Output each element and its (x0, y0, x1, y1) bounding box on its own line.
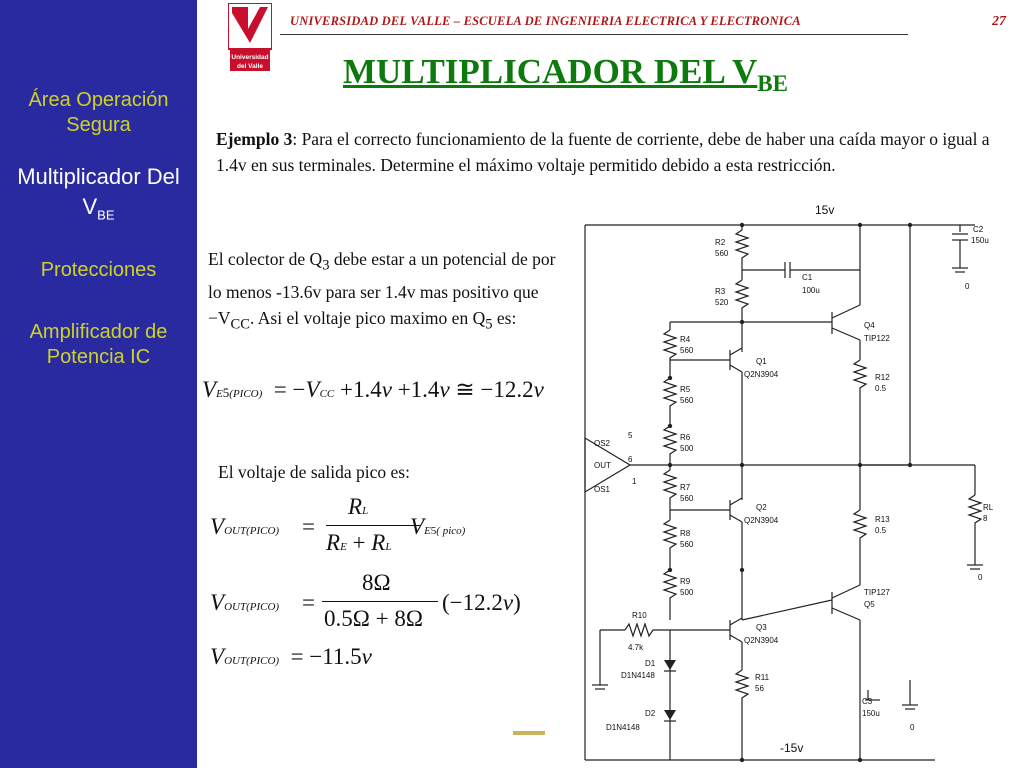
svg-text:OS2: OS2 (594, 439, 611, 448)
svg-text:R8: R8 (680, 529, 691, 538)
example-label: Ejemplo 3 (216, 129, 293, 149)
svg-text:R7: R7 (680, 483, 691, 492)
universidad-del-valle-logo (228, 3, 272, 71)
svg-text:500: 500 (680, 444, 694, 453)
svg-text:560: 560 (680, 396, 694, 405)
svg-text:Q2: Q2 (756, 503, 767, 512)
header-university: UNIVERSIDAD DEL VALLE – ESCUELA DE INGENIERIA ELECTRICA Y ELECTRONICA (290, 14, 801, 28)
svg-text:15v: 15v (815, 203, 835, 217)
svg-text:R10: R10 (632, 611, 647, 620)
svg-text:R6: R6 (680, 433, 691, 442)
svg-text:Q2N3904: Q2N3904 (744, 636, 779, 645)
svg-text:R11: R11 (755, 673, 770, 682)
svg-text:8: 8 (983, 514, 988, 523)
svg-text:Q3: Q3 (756, 623, 767, 632)
svg-text:Q5: Q5 (864, 600, 875, 609)
svg-text:0: 0 (965, 282, 970, 291)
svg-text:560: 560 (680, 346, 694, 355)
svg-text:520: 520 (715, 298, 729, 307)
page-number: 27 (992, 14, 1006, 29)
circuit-schematic (560, 196, 1024, 768)
collector-sub: 3 (322, 257, 330, 274)
header-divider (280, 34, 908, 35)
collector-paragraph (208, 246, 568, 337)
svg-text:R12: R12 (875, 373, 890, 382)
svg-text:Q4: Q4 (864, 321, 875, 330)
svg-text:560: 560 (680, 540, 694, 549)
nav-amplificador-potencia-ic[interactable] (0, 320, 197, 370)
nav-area-operacion-segura[interactable] (0, 88, 197, 138)
svg-text:Universidad: Universidad (231, 54, 269, 61)
svg-text:150u: 150u (862, 709, 880, 718)
svg-text:1: 1 (632, 477, 637, 486)
svg-text:R9: R9 (680, 577, 691, 586)
collector-text: es: (492, 307, 517, 328)
svg-text:del Valle: del Valle (236, 63, 264, 70)
svg-text:R13: R13 (875, 515, 890, 524)
svg-text:TIP127: TIP127 (864, 588, 890, 597)
svg-text:C3: C3 (862, 697, 873, 706)
svg-text:RL: RL (983, 503, 994, 512)
example-text: : Para el correcto funcionamiento de la fuente de corriente, debe de haber una caída mayor o igual a 1.4v en sus terminales. Determine el máximo voltaje permitido debido a esta restricción. (216, 129, 990, 175)
equation-ve5-pico: VE5(PICO) = −VCC +1.4v +1.4v ≅ −12.2v (202, 377, 544, 402)
svg-text:-15v: -15v (780, 741, 804, 755)
peak-output-text: El voltaje de salida pico es: (218, 462, 410, 482)
svg-text:Q2N3904: Q2N3904 (744, 370, 779, 379)
svg-text:R3: R3 (715, 287, 726, 296)
title-main: MULTIPLICADOR DEL V (343, 52, 758, 91)
equation-vout-result: VOUT(PICO) = −11.5v (210, 644, 372, 669)
svg-text:Q1: Q1 (756, 357, 767, 366)
nav-label: Multiplicador Del V (17, 164, 180, 219)
collector-text: . Asi el voltaje pico maximo en Q (249, 307, 486, 328)
svg-text:OUT: OUT (594, 461, 611, 470)
svg-text:TIP122: TIP122 (864, 334, 890, 343)
collector-text: debe estar a un potencial de por lo menos -13.6v para ser 1.4v mas positivo que −V (208, 249, 556, 328)
nav-label: Amplificador de Potencia IC (29, 321, 168, 368)
example-paragraph (216, 126, 996, 178)
nav-label: Protecciones (40, 259, 157, 281)
svg-text:0: 0 (978, 573, 983, 582)
nav-label-sub: BE (97, 207, 115, 223)
svg-text:100u: 100u (802, 286, 820, 295)
svg-text:R5: R5 (680, 385, 691, 394)
svg-text:C1: C1 (802, 273, 813, 282)
svg-text:0.5: 0.5 (875, 526, 887, 535)
svg-text:4.7k: 4.7k (628, 643, 644, 652)
nav-multiplicador-vbe[interactable] (0, 162, 197, 230)
svg-text:R2: R2 (715, 238, 726, 247)
equation-vout-numeric: VOUT(PICO) = 8Ω 0.5Ω + 8Ω (−12.2v) (210, 570, 521, 631)
svg-text:150u: 150u (971, 236, 989, 245)
svg-text:500: 500 (680, 588, 694, 597)
svg-text:56: 56 (755, 684, 764, 693)
svg-text:0.5: 0.5 (875, 384, 887, 393)
svg-text:0: 0 (910, 723, 915, 732)
nav-label: Área Operación Segura (28, 89, 169, 136)
svg-text:6: 6 (628, 455, 633, 464)
decorative-bar (513, 731, 545, 735)
svg-text:D2: D2 (645, 709, 656, 718)
svg-text:D1: D1 (645, 659, 656, 668)
nav-protecciones[interactable] (0, 258, 197, 283)
svg-text:D1N4148: D1N4148 (621, 671, 655, 680)
sidebar (0, 0, 197, 768)
equation-vout-ratio: VOUT(PICO) = RL RE + RL VE5( pico) (210, 494, 466, 555)
page-title (343, 52, 788, 97)
svg-text:5: 5 (628, 431, 633, 440)
collector-sub: CC (230, 316, 250, 332)
collector-sub: 5 (485, 316, 493, 332)
collector-text: El colector de Q (208, 249, 323, 269)
svg-text:D1N4148: D1N4148 (606, 723, 640, 732)
svg-text:R4: R4 (680, 335, 691, 344)
svg-text:Q2N3904: Q2N3904 (744, 516, 779, 525)
svg-text:560: 560 (715, 249, 729, 258)
svg-text:C2: C2 (973, 225, 984, 234)
svg-text:560: 560 (680, 494, 694, 503)
svg-text:OS1: OS1 (594, 485, 611, 494)
title-sub: BE (757, 71, 788, 96)
